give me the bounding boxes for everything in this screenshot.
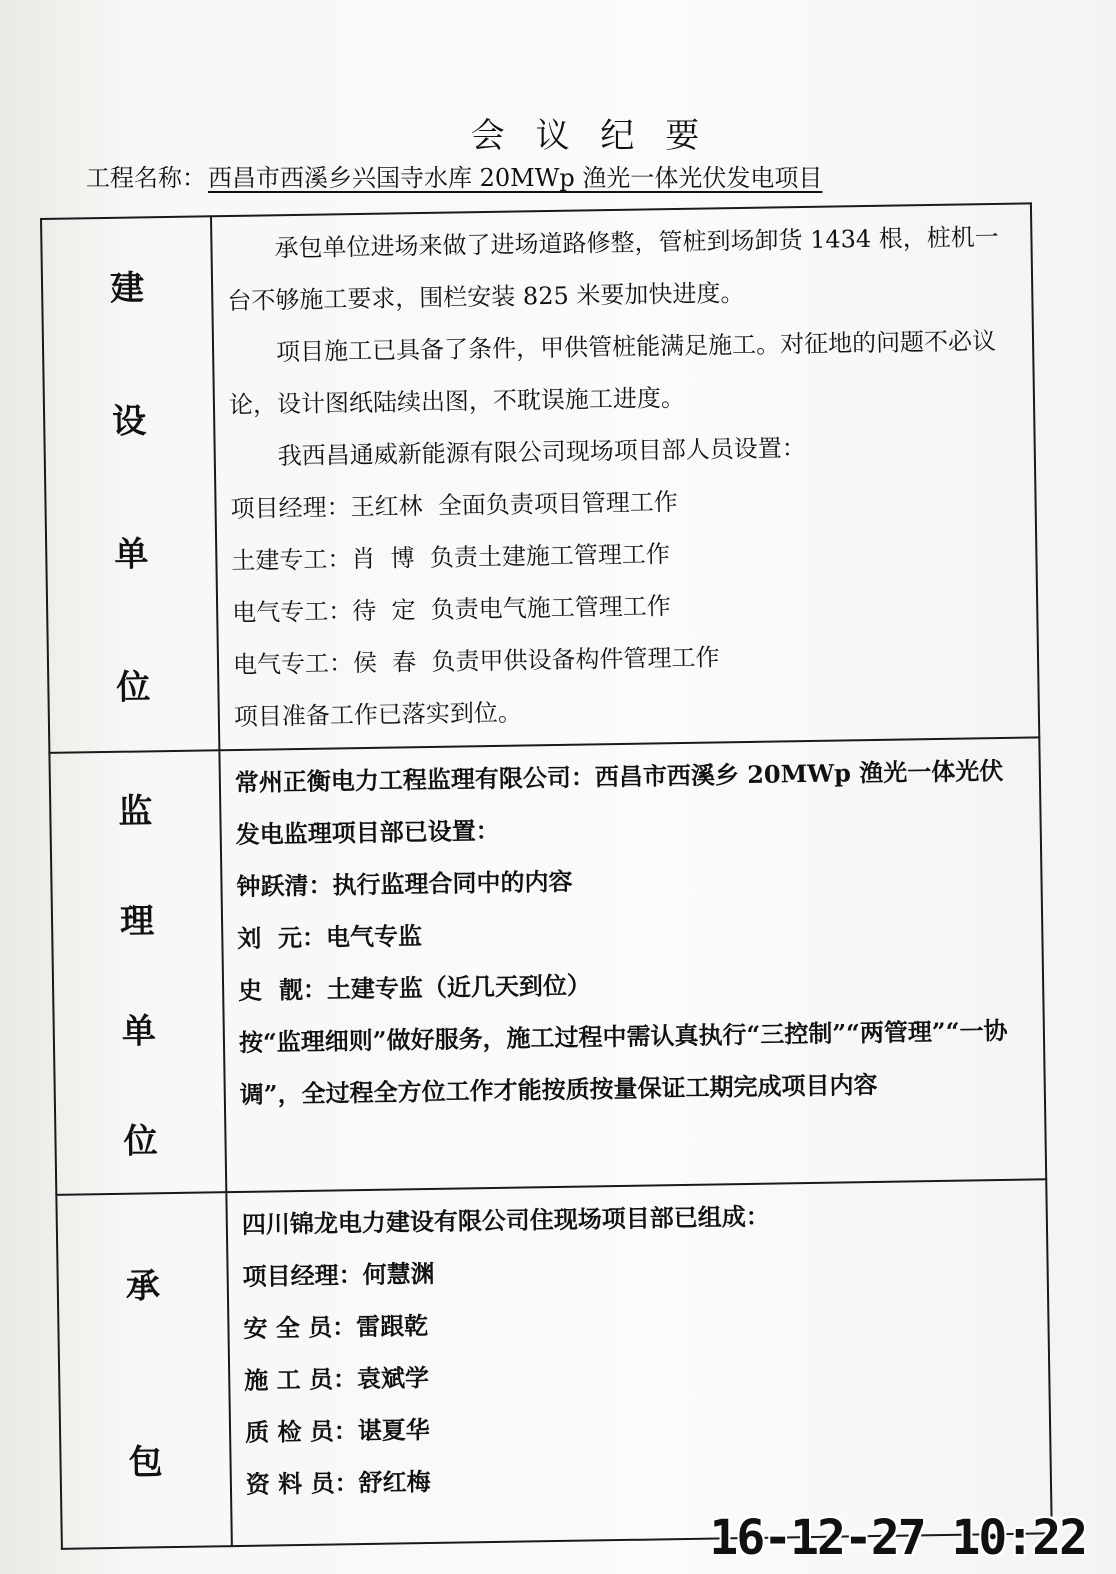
side-char: 位 — [123, 1120, 158, 1162]
side-char: 包 — [128, 1441, 163, 1483]
content-line: 质 检 员：谌夏华 — [244, 1415, 431, 1447]
content-line: 安 全 员：雷跟乾 — [243, 1311, 429, 1343]
project-name-value: 西昌市西溪乡兴国寺水库 20MWp 渔光一体光伏发电项目 — [208, 164, 823, 192]
content-line: 我西昌通威新能源有限公司现场项目部人员设置： — [277, 434, 806, 471]
section-row-contractor — [56, 1179, 1051, 1549]
content-line: 土建专工：肖 博 负责土建施工管理工作 — [231, 540, 671, 576]
content-line: 刘 元：电气专监 — [237, 921, 423, 953]
section-content-supervisor — [219, 737, 1046, 1192]
content-line: 史 靓：土建专监（近几天到位） — [237, 970, 592, 1005]
side-char: 单 — [113, 534, 149, 575]
side-char: 承 — [125, 1265, 161, 1307]
section-label-contractor — [56, 1192, 232, 1549]
side-char: 位 — [116, 667, 151, 708]
content-line: 钟跃清：执行监理合同中的内容 — [236, 866, 573, 901]
content-line: 承包单位进场来做了进场道路修整，管桩到场卸货 1434 根，桩机一台不够施工要求，围栏安装 825 米要加快进度。 — [227, 222, 999, 316]
content-line: 项目经理：何慧渊 — [242, 1258, 435, 1291]
side-char: 单 — [121, 1010, 157, 1052]
side-char: 理 — [119, 900, 155, 942]
side-char: 建 — [109, 268, 145, 309]
content-line: 按“监理细则”做好服务，施工过程中需认真执行“三控制”“两管理”“一协调”，全过程全方位工作才能按质按量保证工期完成项目内容 — [238, 1015, 1008, 1109]
content-line: 常州正衡电力工程监理有限公司：西昌市西溪乡 20MWp 渔光一体光伏发电监理项目部已设置： — [234, 755, 1004, 850]
content-line: 项目准备工作已落实到位。 — [233, 698, 523, 732]
section-content-contractor — [226, 1179, 1051, 1546]
minutes-table — [40, 202, 1053, 1549]
content-line: 四川锦龙电力建设有限公司住现场项目部已组成： — [241, 1201, 770, 1239]
section-label-supervisor — [49, 750, 226, 1195]
project-name-label: 工程名称： — [86, 164, 206, 192]
content-line: 项目施工已具备了条件，甲供管桩能满足施工。对征地的问题不必议论，设计图纸陆续出图，不耽误施工进度。 — [228, 326, 997, 420]
content-line: 项目经理：王红林 全面负责项目管理工作 — [230, 488, 679, 524]
side-char: 设 — [111, 401, 147, 442]
section-row-supervisor — [49, 737, 1046, 1194]
content-line: 电气专工：侯 春 负责甲供设备构件管理工作 — [232, 643, 720, 680]
content-line: 资 料 员：舒红梅 — [245, 1467, 431, 1499]
section-row-owner — [41, 203, 1039, 752]
side-char: 监 — [118, 790, 153, 832]
content-line: 电气专工：待 定 负责电气施工管理工作 — [232, 592, 671, 628]
section-content-owner — [211, 203, 1039, 750]
content-line: 施 工 员：袁斌学 — [244, 1363, 430, 1395]
photo-timestamp: 16-12-27 10:22 — [709, 1510, 1086, 1566]
section-label-owner — [41, 216, 219, 753]
document-title: 会 议 纪 要 — [470, 116, 710, 156]
project-name-line — [86, 158, 822, 193]
